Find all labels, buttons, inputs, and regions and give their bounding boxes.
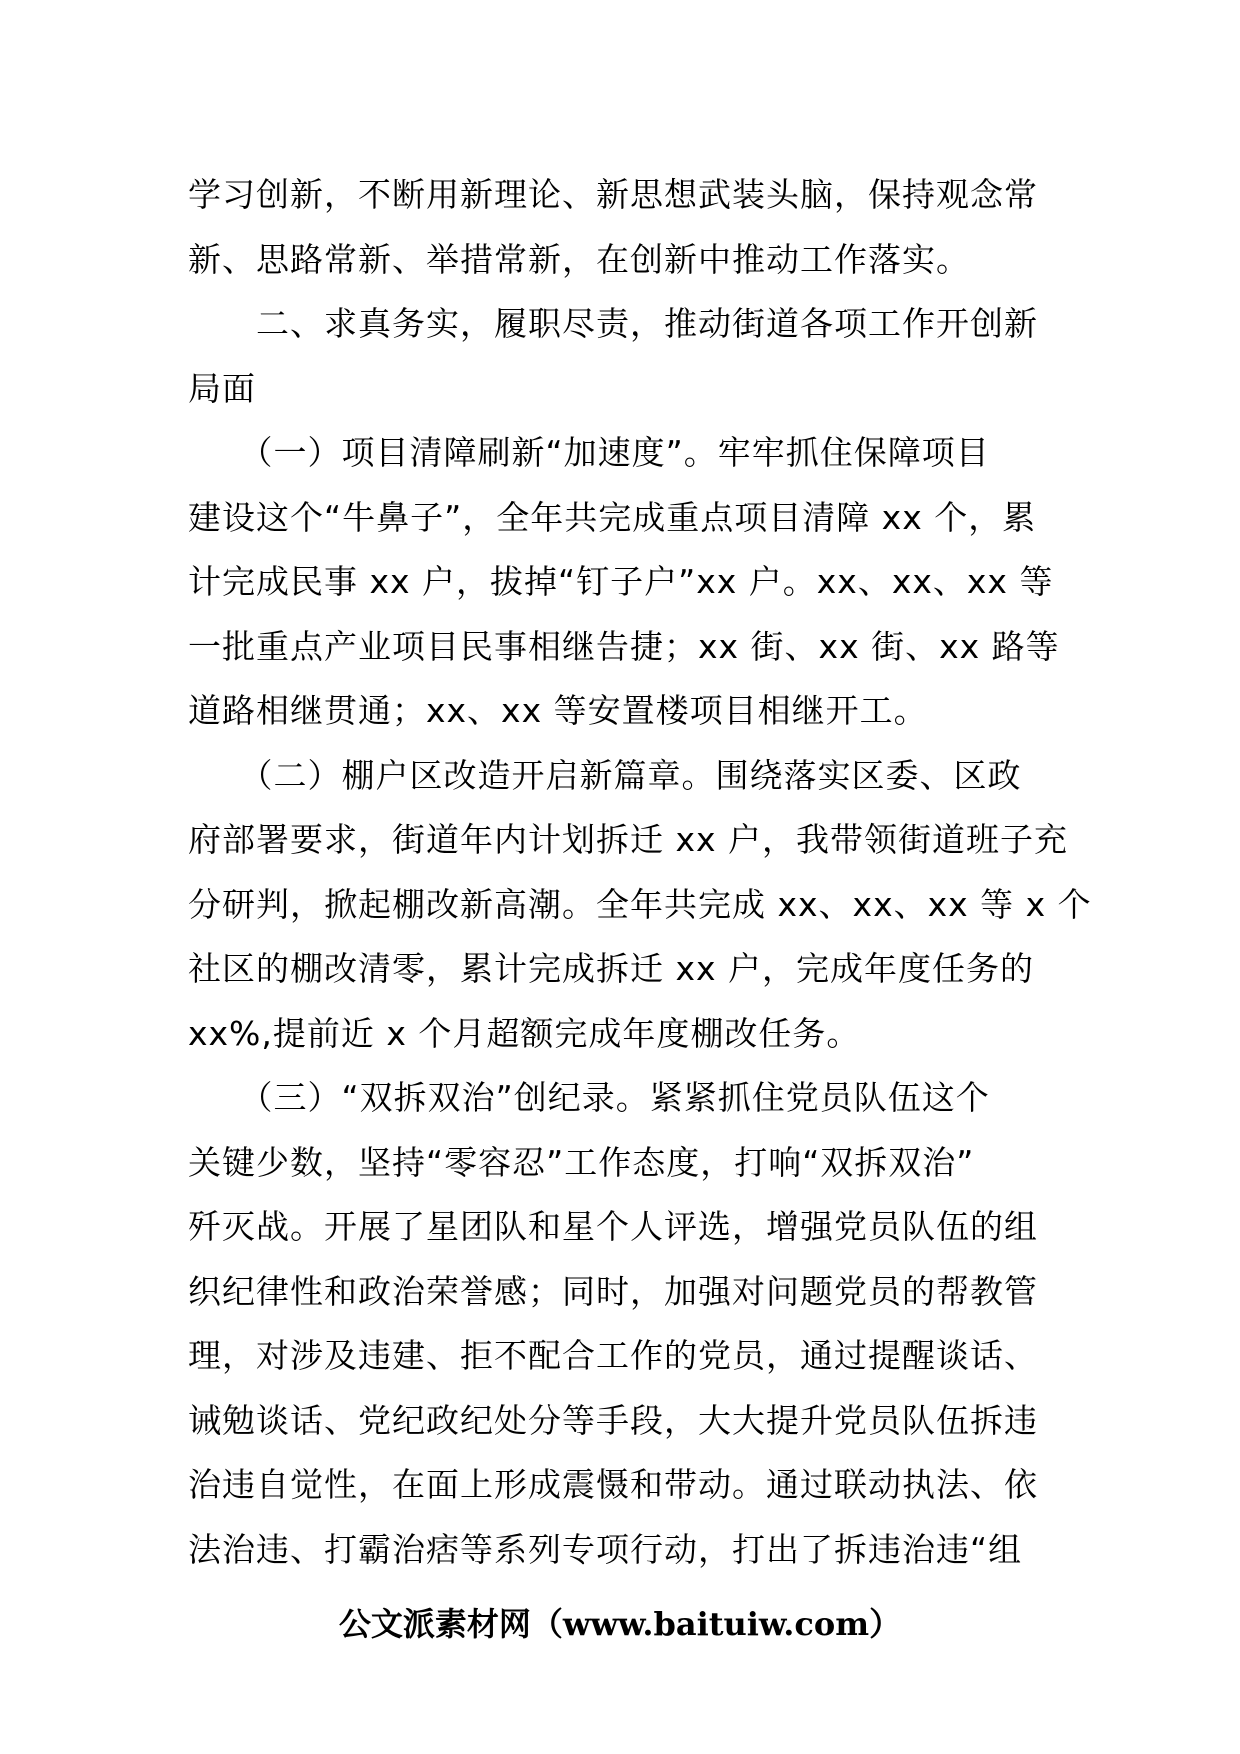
text-line: 府部署要求，街道年内计划拆迁 xx 户，我带领街道班子充 — [188, 820, 1069, 859]
text-line: （一）项目清障刷新“加速度”。牢牢抓住保障项目 — [188, 433, 990, 472]
text-line: 学习创新，不断用新理论、新思想武装头脑，保持观念常 — [188, 175, 1038, 214]
page-footer: 公文派素材网（www.baituiw.com） — [338, 1605, 902, 1643]
text-line: 建设这个“牛鼻子”，全年共完成重点项目清障 xx 个，累 — [188, 497, 1037, 537]
text-line: 新、思路常新、举措常新，在创新中推动工作落实。 — [188, 239, 970, 279]
text-line: （二）棚户区改造开启新篇章。围绕落实区委、区政 — [188, 755, 1022, 795]
text-line: 社区的棚改清零，累计完成拆迁 xx 户，完成年度任务的 — [188, 949, 1035, 988]
text-line: xx%,提前近 x 个月超额完成年度棚改任务。 — [188, 1013, 861, 1053]
text-line: 一批重点产业项目民事相继告捷；xx 街、xx 街、xx 路等 — [188, 626, 1060, 666]
text-line: 歼灭战。开展了星团队和星个人评选，增强党员队伍的组 — [188, 1207, 1038, 1246]
section-heading-line: 局面 — [188, 368, 256, 408]
document-body — [188, 163, 1092, 1582]
text-line: 治违自觉性，在面上形成震慑和带动。通过联动执法、依 — [188, 1465, 1038, 1504]
text-line: 计完成民事 xx 户，拔掉“钉子户”xx 户。xx、xx、xx 等 — [188, 562, 1054, 601]
text-line: （三）“双拆双治”创纪录。紧紧抓住党员队伍这个 — [188, 1078, 990, 1117]
text-line: 关键少数，坚持“零容忍”工作态度，打响“双拆双治” — [188, 1142, 975, 1182]
text-line: 道路相继贯通；xx、xx 等安置楼项目相继开工。 — [188, 691, 928, 730]
section-heading-line: 二、求真务实，履职尽责，推动街道各项工作开创新 — [188, 304, 1038, 343]
text-line: 织纪律性和政治荣誉感；同时，加强对问题党员的帮教管 — [188, 1271, 1038, 1311]
text-line: 理，对涉及违建、拒不配合工作的党员，通过提醒谈话、 — [188, 1336, 1038, 1375]
text-line: 分研判，掀起棚改新高潮。全年共完成 xx、xx、xx 等 x 个 — [188, 884, 1092, 924]
text-line: 诫勉谈话、党纪政纪处分等手段，大大提升党员队伍拆违 — [188, 1400, 1038, 1440]
text-line: 法治违、打霸治痞等系列专项行动，打出了拆违治违“组 — [188, 1529, 1023, 1569]
